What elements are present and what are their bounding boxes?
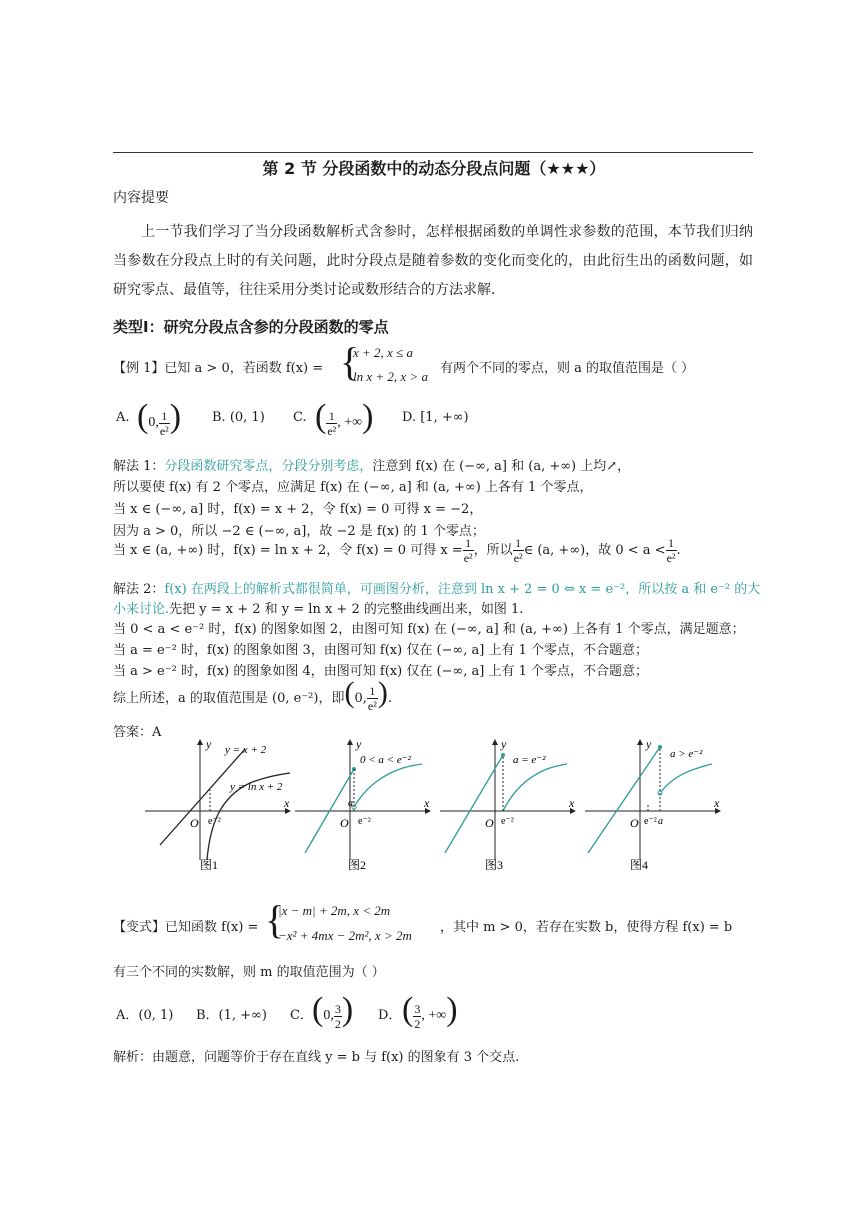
fig1-origin: O xyxy=(190,816,199,830)
fig3-caption: 图3 xyxy=(485,858,504,872)
variant-option-c: (0, $\frac{3}{2}$ ) xyxy=(312,991,354,1031)
sol2-line6: 综上所述，a 的取值范围是 (0, e⁻²)，即(0, $\frac{1}{\text{e²}}$ ). xyxy=(113,676,392,713)
example1-piece2: ln x + 2, x > a xyxy=(353,369,428,384)
sol2-line4: 当 a = e⁻² 时，f(x) 的图象如图 3，由图可知 f(x) 仅在 (−∞, a] 上有 1 个零点，不合题意； xyxy=(113,643,648,658)
fig3-axis-y: y xyxy=(501,737,507,751)
fig3-condition: a = e⁻² xyxy=(513,754,546,766)
fig2-tick-a: a xyxy=(348,798,353,809)
sol1-line1: 解法 1：分段函数研究零点，分段分别考虑，注意到 f(x) 在 (−∞, a] 和 (a, +∞) 上均↗， xyxy=(113,459,631,474)
summary-heading: 内容提要 xyxy=(113,190,169,206)
fig2-axis-x: x xyxy=(424,796,430,810)
variant-solution: 解析：由题意，问题等价于存在直线 y = b 与 f(x) 的图象有 3 个交点. xyxy=(113,1050,520,1065)
example1-brace: { xyxy=(340,339,360,384)
fig3-axis-x: x xyxy=(569,796,575,810)
fig2-axis-y: y xyxy=(356,737,362,751)
fig1-line xyxy=(160,749,245,845)
variant-option-d-label: D． xyxy=(378,1008,402,1023)
figure-1 xyxy=(145,737,290,872)
variant-tail: ，其中 m > 0，若存在实数 b，使得方程 f(x) = b xyxy=(440,920,733,935)
type1-heading: 类型Ⅰ：研究分段点含参的分段函数的零点 xyxy=(113,318,389,336)
example1-piece1: x + 2, x ≤ a xyxy=(353,345,413,360)
fig4-axis-x: x xyxy=(714,796,720,810)
variant-stem: 【变式】已知函数 f(x) = xyxy=(113,920,259,935)
fig3-tick: e⁻² xyxy=(501,816,514,827)
example1-tail: 有两个不同的零点，则 a 的取值范围是（ ） xyxy=(440,361,695,376)
figures-panel xyxy=(140,735,740,875)
option-a: (0, $\frac{1}{\text{e²}}$ ) xyxy=(137,398,182,438)
fig4-tick-e: e⁻² xyxy=(644,816,657,827)
sol1-line4: 因为 a > 0，所以 −2 ∈ (−∞, a]，故 −2 是 f(x) 的 1 个零点； xyxy=(113,524,485,539)
fig4-line-part xyxy=(588,747,660,853)
summary-paragraph: 上一节我们学习了当分段函数解析式含参时，怎样根据函数的单调性求参数的范围，本节我们归纳当参数在分段点上时的有关问题，此时分段点是随着参数的变化而变化的，由此衍生出的函数问题，如研究零点、最值等，往往采用分类讨论或数形结合的方法求解. xyxy=(113,224,753,298)
example1-stem: 【例 1】已知 a > 0，若函数 f(x) = xyxy=(113,361,324,376)
fig1-label-line: y = x + 2 xyxy=(225,744,267,756)
variant-option-c-label: C． xyxy=(290,1008,313,1023)
sol2-line2: 小来讨论.先把 y = x + 2 和 y = ln x + 2 的完整曲线画出来，如图 1. xyxy=(113,602,524,617)
sol1-line5: 当 x ∈ (a, +∞) 时，f(x) = ln x + 2，令 f(x) = 0 可得 x = $\frac{1}{\text{e²}}$ ，所以 $\frac{1}{\text{e²}}$ ∈ (a, +∞)，故 0 < a < $\frac{1}{\text{e²}}$ . xyxy=(113,536,681,565)
variant-line2: 有三个不同的实数解，则 m 的取值范围为（ ） xyxy=(113,965,385,980)
fig2-condition: 0 < a < e⁻² xyxy=(360,754,411,766)
variant-option-d: ( $\frac{3}{2}$ , +∞) xyxy=(402,991,458,1031)
fig2-origin: O xyxy=(340,816,349,830)
sol2-line1: 解法 2：f(x) 在两段上的解析式都很简单，可画图分析，注意到 ln x + 2 = 0 ⇔ x = e⁻²，所以按 a 和 e⁻² 的大 xyxy=(113,582,761,597)
option-c: ( $\frac{1}{\text{e²}}$ , +∞) xyxy=(315,398,374,438)
fig4-condition: a > e⁻² xyxy=(670,748,703,760)
fig2-caption: 图2 xyxy=(348,858,367,872)
fig4-log-part xyxy=(660,764,712,793)
fig3-line-part xyxy=(445,755,503,853)
fig1-label-log: y = ln x + 2 xyxy=(230,781,283,793)
sol2-line3: 当 0 < a < e⁻² 时，f(x) 的图象如图 2，由图可知 f(x) 在 (−∞, a] 和 (a, +∞) 上各有 1 个零点，满足题意； xyxy=(113,622,745,637)
option-a-label: A. xyxy=(116,410,130,425)
sol1-line3: 当 x ∈ (−∞, a] 时，f(x) = x + 2，令 f(x) = 0 可得 x = −2， xyxy=(113,502,483,517)
variant-piece2: −x² + 4mx − 2m², x > 2m xyxy=(278,928,412,943)
section-title: 第 2 节 分段函数中的动态分段点问题（★★★） xyxy=(262,159,606,178)
variant-brace: { xyxy=(265,897,285,942)
fig4-tick-a: a xyxy=(658,816,663,827)
fig4-caption: 图4 xyxy=(630,858,649,872)
fig1-axis-y: y xyxy=(206,737,212,751)
fig3-origin: O xyxy=(485,816,494,830)
fig2-log-part xyxy=(354,764,422,807)
sol2-line5: 当 a > e⁻² 时，f(x) 的图象如图 4，由图可知 f(x) 仅在 (−∞, a] 上有 1 个零点，不合题意； xyxy=(113,664,648,679)
figure-3 xyxy=(440,737,575,872)
sol1-line2: 所以要使 f(x) 有 2 个零点，应满足 f(x) 在 (−∞, a] 和 (a, +∞) 上各有 1 个零点， xyxy=(113,480,593,495)
top-rule xyxy=(113,152,753,153)
variant-option-a: A．(0, 1) xyxy=(116,1008,174,1023)
fig4-axis-y: y xyxy=(646,737,652,751)
option-d: D. [1, +∞) xyxy=(402,410,469,425)
figure-2 xyxy=(295,737,430,872)
option-b: B. (0, 1) xyxy=(212,410,265,425)
figure-4 xyxy=(585,737,720,872)
option-c-label: C. xyxy=(293,410,307,425)
fig1-tick: e⁻² xyxy=(208,816,221,827)
variant-piece1: |x − m| + 2m, x < 2m xyxy=(278,903,391,918)
fig1-caption: 图1 xyxy=(200,858,219,872)
fig4-origin: O xyxy=(630,816,639,830)
variant-option-b: B．(1, +∞) xyxy=(196,1008,267,1023)
fig1-axis-x: x xyxy=(284,796,290,810)
answer: 答案：A xyxy=(113,725,162,740)
fig2-tick-e: e⁻² xyxy=(358,816,371,827)
fig3-log-part xyxy=(503,764,567,811)
